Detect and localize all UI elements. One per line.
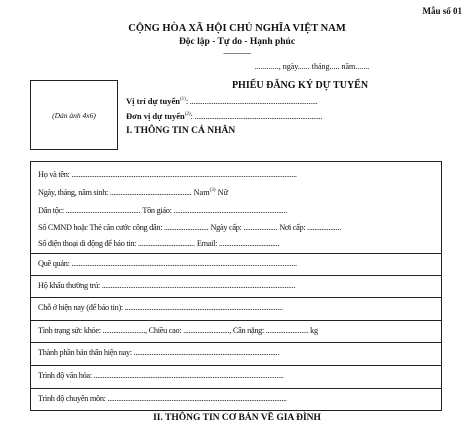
- contact-row: [38, 239, 279, 248]
- id-row: [38, 223, 341, 232]
- id-date-field[interactable]: Ngày cấp: ...................: [210, 223, 278, 232]
- full-name-field[interactable]: Họ và tên: ...............................................................................................................................: [38, 170, 297, 179]
- section-personal-info: I. THÔNG TIN CÁ NHÂN: [126, 126, 236, 136]
- form-number: Mẫu số 01: [422, 6, 462, 16]
- health-field[interactable]: Tình trạng sức khỏe: ........................, Chiều cao: .........................., Cân nặng: ........................ kg: [38, 326, 318, 335]
- background-field[interactable]: Thành phần bản thân hiện nay: ..................................................................................: [38, 348, 280, 357]
- row-divider: [31, 342, 441, 343]
- position-field[interactable]: [126, 96, 317, 106]
- position-dots: : ......................................................................: [185, 96, 318, 106]
- gender-male[interactable]: Nam: [193, 188, 210, 197]
- id-place-field[interactable]: Nơi cấp: ...................: [279, 223, 341, 232]
- education-field[interactable]: Trình độ văn hóa: ...........................................................................................................: [38, 371, 284, 380]
- dob-gender-row: [38, 188, 228, 197]
- residence-field[interactable]: Hộ khẩu thường trú: .............................................................................................................: [38, 281, 296, 290]
- unit-dots: : ......................................................................: [190, 111, 323, 121]
- unit-label: Đơn vị dự tuyển: [126, 111, 185, 121]
- row-divider: [31, 320, 441, 321]
- email-field[interactable]: Email: ..................................: [196, 239, 280, 248]
- motto: Độc lập - Tự do - Hạnh phúc: [178, 37, 296, 47]
- heading-rule: ---------------: [223, 49, 251, 57]
- current-address-field[interactable]: Chỗ ở hiện nay (để báo tin): .........................................................................................: [38, 303, 283, 312]
- position-label: Vị trí dự tuyển: [126, 96, 180, 106]
- photo-box-label: (Dán ảnh 4x6): [52, 110, 96, 120]
- gender-note: (3): [209, 188, 216, 194]
- row-divider: [31, 297, 441, 298]
- row-divider: [31, 388, 441, 389]
- position-note: (1): [179, 97, 186, 103]
- photo-box: [30, 80, 118, 150]
- nation-heading: CỘNG HÒA XÃ HỘI CHỦ NGHĨA VIỆT NAM: [128, 23, 346, 34]
- specialty-field[interactable]: Trình độ chuyên môn: .....................................................................................................: [38, 394, 287, 403]
- religion-field[interactable]: Tôn giáo: ................................................................: [142, 206, 287, 215]
- form-title: PHIẾU ĐĂNG KÝ DỰ TUYỂN: [231, 80, 369, 91]
- phone-field[interactable]: Số điện thoại di động để báo tin: ................................: [38, 239, 195, 248]
- place-date-line: ............, ngày...... tháng..... năm.......: [254, 62, 370, 71]
- id-number-field[interactable]: Số CMND hoặc Thẻ căn cước công dân: .........................: [38, 223, 209, 232]
- gender-female[interactable]: Nữ: [217, 188, 229, 197]
- ethnicity-religion-row: [38, 206, 287, 215]
- row-divider: [31, 275, 441, 276]
- personal-info-table: [30, 161, 442, 411]
- hometown-field[interactable]: Quê quán: ...............................................................................................................................: [38, 259, 297, 268]
- unit-note: (2): [184, 112, 191, 118]
- section-family-info: II. THÔNG TIN CƠ BẢN VỀ GIA ĐÌNH: [153, 413, 321, 423]
- row-divider: [31, 253, 441, 254]
- dob-field[interactable]: Ngày, tháng, năm sinh: ..............................................: [38, 188, 192, 197]
- row-divider: [31, 365, 441, 366]
- ethnicity-field[interactable]: Dân tộc: ..........................................: [38, 206, 141, 215]
- unit-field[interactable]: [126, 111, 322, 121]
